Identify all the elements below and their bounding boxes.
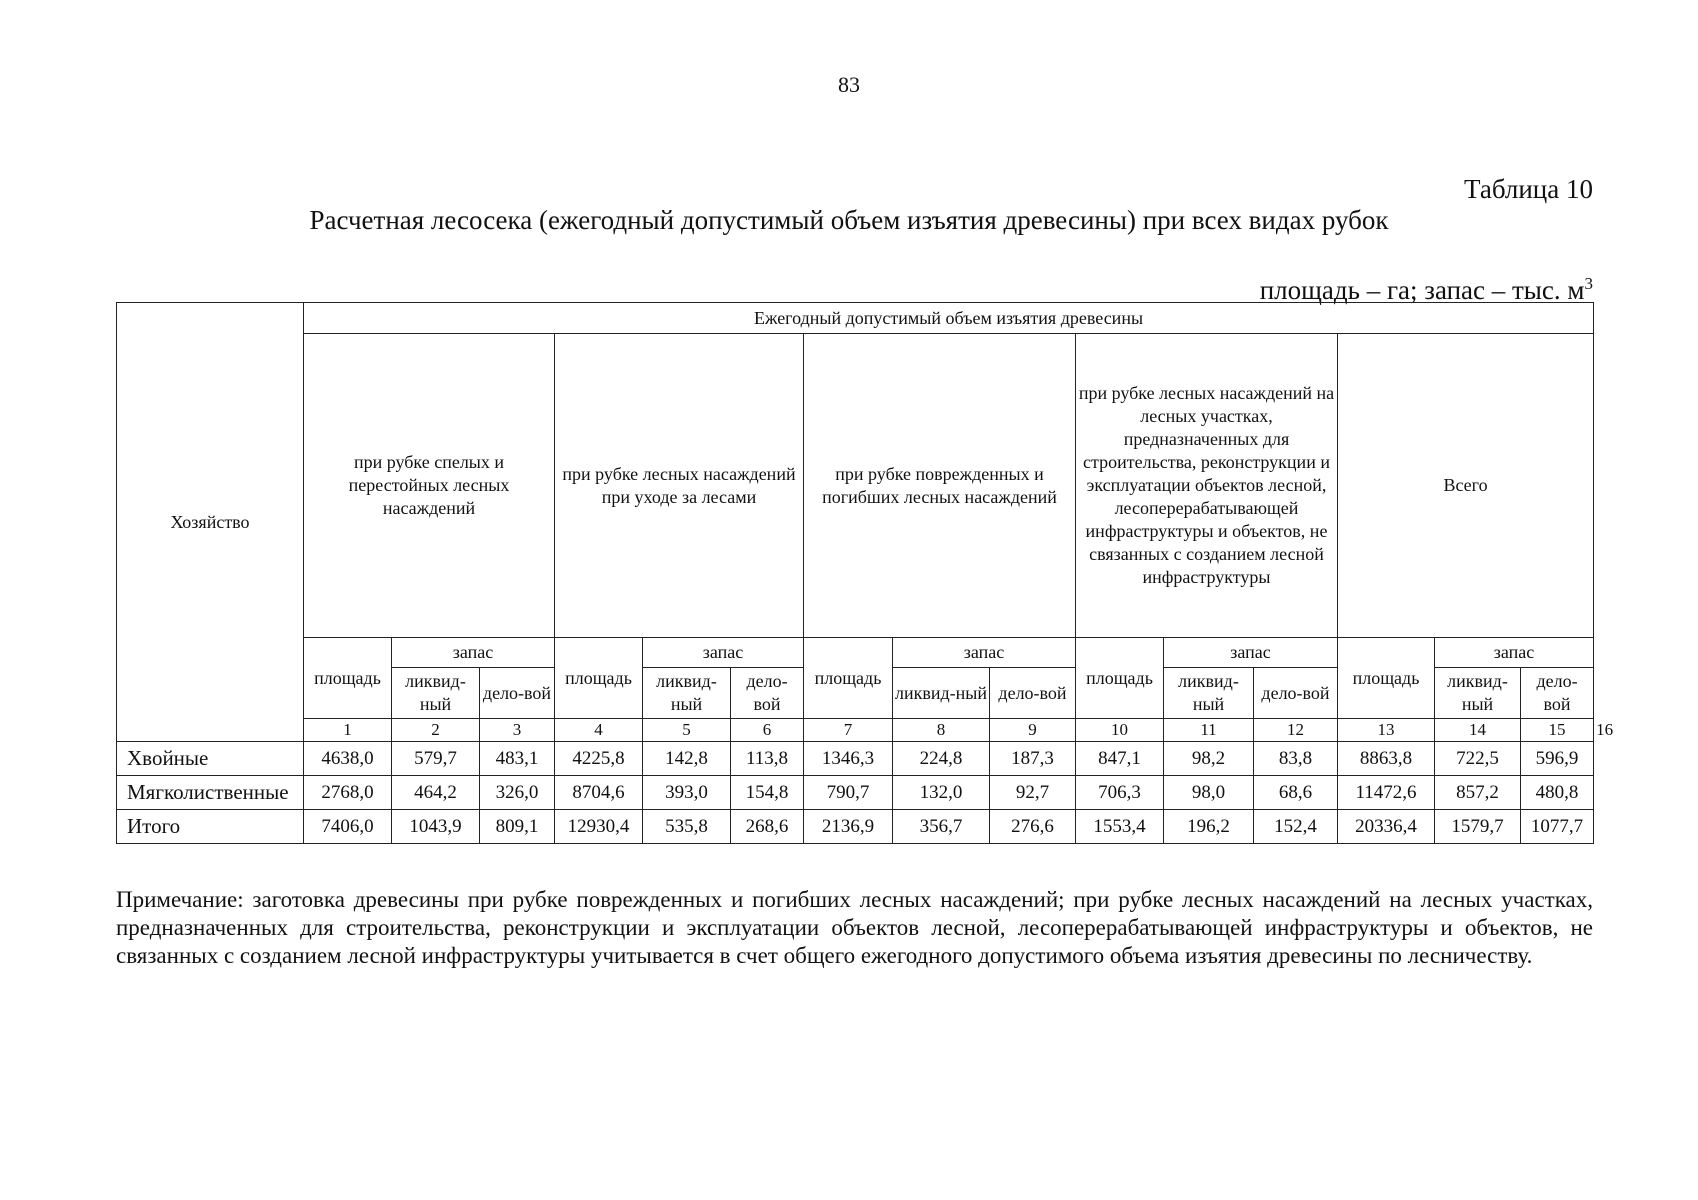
harvest-table: Хозяйство Ежегодный допустимый объем изъятия древесины при рубке спелых и перестойных лесных насаждений при рубке лесных насаждений при уходе за лесами при рубке поврежденных и погибших лесных насаждений при рубке лесных насаждений на лесных участках, предназначенных для строительства, реконструкции и эксплуатации объектов лесной, лесоперерабатывающей инфраструктуры и объектов, не связанных с созданием лесной инфраструктуры Всего площадь запас площадь запас площадь запас площадь запас площадь запас ликвид-ный дело-вой ликвид-ный дело-вой ликвид-ный дело-вой ликвид-ный дело-вой ликвид-ный дело-вой 1 2 3 4 5 6 7 8 9 10 11 12 13 14 15 16 Хвойные 4638,0 579,7 483,1 4225,8 142,8 113,8 1346,3 224,8 187,3 847,1 98,2 83,8 8863,8 722,5 596,9 Мягколиственные 2768,0 464,2 326,0 8704,6 393,0 154,8 790,7 132,0 92,7 706,3 98,0 68,6 11472,6 857,2 480,8 Итого 7406,0 1043,9 809,1 12930,4 535,8 268,6 2136,9 356,7 276,6 1553,4 196,2 152,4 20336,4 1579,7 1077,7 [116,302,1594,844]
stock-header: запас [643,638,804,668]
table-cell: 4638,0 [304,742,392,776]
area-header: площадь [555,638,643,719]
table-cell: 7406,0 [304,810,392,844]
column-number: 14 [1435,719,1521,742]
column-number: 12 [1254,719,1338,742]
table-cell: 1579,7 [1435,810,1521,844]
column-number: 3 [480,719,555,742]
table-label: Таблица 10 [1464,174,1593,204]
table-cell: 535,8 [643,810,731,844]
group-header-care: при рубке лесных насаждений при уходе за лесами [555,334,804,638]
table-cell: 1553,4 [1076,810,1164,844]
table-row [117,776,1594,810]
business-stock-header: дело-вой [1254,668,1338,719]
area-header: площадь [1076,638,1164,719]
table-row [117,742,1594,776]
table-cell: 1043,9 [392,810,480,844]
document-title: Расчетная лесосека (ежегодный допустимый объем изъятия древесины) при всех видах рубок [309,205,1389,235]
column-number: 13 [1338,719,1435,742]
header-annual-volume: Ежегодный допустимый объем изъятия древесины [304,303,1594,334]
table-cell: 20336,4 [1338,810,1435,844]
table-cell: 326,0 [480,776,555,810]
column-number: 5 [643,719,731,742]
table-cell: 196,2 [1164,810,1254,844]
area-header: площадь [1338,638,1435,719]
table-cell: 83,8 [1254,742,1338,776]
table-cell: 132,0 [893,776,990,810]
business-stock-header: дело-вой [1521,668,1594,719]
table-cell: 483,1 [480,742,555,776]
liquid-stock-header: ликвид-ный [643,668,731,719]
column-number: 2 [392,719,480,742]
table-cell: 1077,7 [1521,810,1594,844]
table-cell: 187,3 [990,742,1076,776]
table-cell: 268,6 [731,810,804,844]
table-cell: 152,4 [1254,810,1338,844]
table-cell: 8704,6 [555,776,643,810]
column-number: 8 [893,719,990,742]
header-farm: Хозяйство [117,303,304,742]
stock-header: запас [1164,638,1338,668]
group-header-damaged: при рубке поврежденных и погибших лесных насаждений [804,334,1076,638]
stock-header: запас [1435,638,1594,668]
stock-header: запас [392,638,555,668]
group-header-total: Всего [1338,334,1594,638]
table-cell: 356,7 [893,810,990,844]
footnote: Примечание: заготовка древесины при рубке поврежденных и погибших лесных насаждений; при рубке лесных насаждений на лесных участках, предназначенных для строительства, реконструкции и эксплуатации объектов лесной, лесоперерабатывающей инфраструктуры и объектов, не связанных с созданием лесной инфраструктуры учитывается в счет общего ежегодного допустимого объема изъятия древесины по лесничеству. [116,887,1593,968]
column-number: 11 [1164,719,1254,742]
table-cell: 596,9 [1521,742,1594,776]
table-cell: 2768,0 [304,776,392,810]
units-superscript: 3 [1584,274,1593,293]
table-cell: 92,7 [990,776,1076,810]
table-cell: 857,2 [1435,776,1521,810]
table-cell: 98,2 [1164,742,1254,776]
table-cell: 706,3 [1076,776,1164,810]
area-header: площадь [304,638,392,719]
column-number: 1 [304,719,392,742]
row-label: Мягколиственные [117,776,304,810]
table-cell: 393,0 [643,776,731,810]
table-cell: 142,8 [643,742,731,776]
liquid-stock-header: ликвид-ный [1435,668,1521,719]
liquid-stock-header: ликвид-ный [1164,668,1254,719]
table-cell: 4225,8 [555,742,643,776]
business-stock-header: дело-вой [480,668,555,719]
table-row [117,810,1594,844]
table-cell: 154,8 [731,776,804,810]
column-number: 4 [555,719,643,742]
table-cell: 1346,3 [804,742,893,776]
table-cell: 12930,4 [555,810,643,844]
table-cell: 722,5 [1435,742,1521,776]
column-number: 10 [1076,719,1164,742]
liquid-stock-header: ликвид-ный [392,668,480,719]
table-cell: 847,1 [1076,742,1164,776]
row-label: Хвойные [117,742,304,776]
business-stock-header: дело-вой [731,668,804,719]
table-cell: 11472,6 [1338,776,1435,810]
table-cell: 480,8 [1521,776,1594,810]
table-cell: 8863,8 [1338,742,1435,776]
liquid-stock-header: ликвид-ный [893,668,990,719]
column-number: 7 [804,719,893,742]
units-text: площадь – га; запас – тыс. м [1259,275,1585,305]
column-number: 6 [731,719,804,742]
table-cell: 579,7 [392,742,480,776]
row-label: Итого [117,810,304,844]
business-stock-header: дело-вой [990,668,1076,719]
table-cell: 276,6 [990,810,1076,844]
column-number: 9 [990,719,1076,742]
group-header-mature: при рубке спелых и перестойных лесных насаждений [304,334,555,638]
table-cell: 790,7 [804,776,893,810]
page-number: 83 [838,72,860,97]
group-header-construction: при рубке лесных насаждений на лесных участках, предназначенных для строительства, реконструкции и эксплуатации объектов лесной, лесоперерабатывающей инфраструктуры и объектов, не связанных с созданием лесной инфраструктуры [1076,334,1338,638]
column-number: 15 [1521,719,1594,742]
table-cell: 68,6 [1254,776,1338,810]
table-cell: 809,1 [480,810,555,844]
stock-header: запас [893,638,1076,668]
table-cell: 464,2 [392,776,480,810]
table-cell: 2136,9 [804,810,893,844]
table-cell: 224,8 [893,742,990,776]
area-header: площадь [804,638,893,719]
table-cell: 98,0 [1164,776,1254,810]
table-cell: 113,8 [731,742,804,776]
